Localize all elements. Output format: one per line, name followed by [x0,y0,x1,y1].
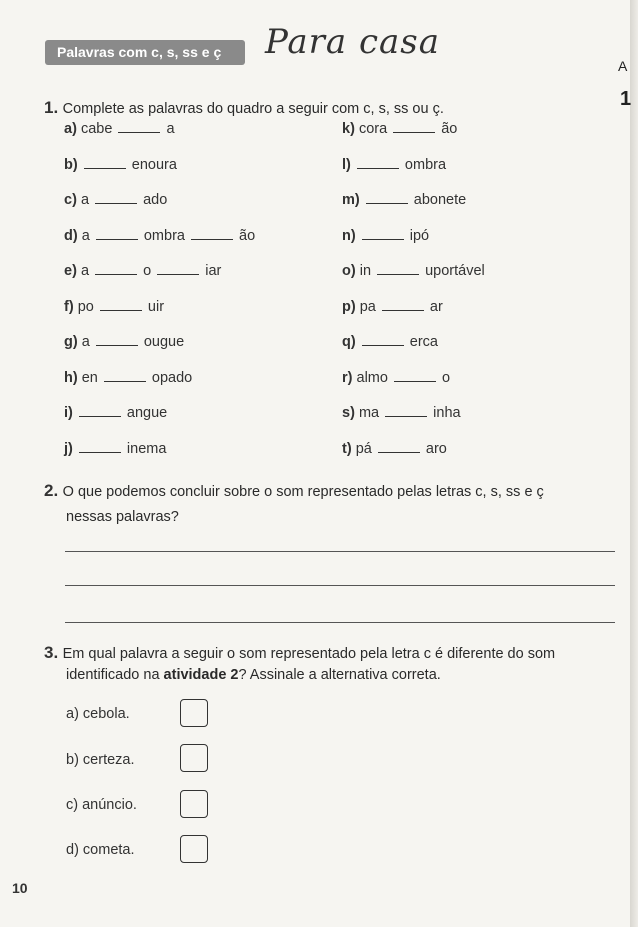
fill-in-item [64,262,221,279]
answer-line[interactable] [65,551,615,552]
word-fragment: pá [355,440,372,457]
word-fragment: ma [358,405,380,421]
blank-field[interactable] [84,156,126,169]
handwritten-note: Para casa [265,22,440,62]
word-fragment: o [143,263,152,279]
item-letter: f) [64,298,74,315]
fill-in-item [64,191,167,208]
blank-field[interactable] [366,191,408,204]
fill-in-item [342,191,466,208]
question-3-header [44,643,555,663]
word-fragment: a [166,121,175,137]
item-letter: s) [342,405,355,421]
fill-in-item [64,404,167,421]
question-instruction: Em qual palavra a seguir o som representado pela letra c é diferente do som [62,646,556,662]
fill-in-item [342,404,461,421]
fill-in-item [342,333,438,350]
option-label: c) anúncio. [66,797,137,813]
item-letter: m) [342,192,360,208]
item-letter: d) [64,227,78,244]
question-2-header [44,481,544,501]
item-letter: o) [342,263,356,279]
item-letter: h) [64,369,78,386]
fill-in-item [342,262,485,279]
word-fragment: ão [239,227,256,244]
fill-in-item [342,298,443,315]
blank-field[interactable] [377,262,419,275]
answer-line[interactable] [65,622,615,623]
fill-in-item [64,333,184,350]
word-fragment: iar [205,263,222,279]
word-fragment: a [80,263,90,279]
word-fragment: po [77,298,94,315]
word-fragment: opado [151,369,193,386]
word-fragment: almo [356,369,388,386]
item-letter: q) [342,334,356,350]
blank-field[interactable] [118,120,160,133]
fill-in-item [342,369,450,386]
question-number: 3. [44,643,59,662]
question-instruction: O que podemos concluir sobre o som representado pelas letras c, s, ss e ç [62,484,544,500]
question-instruction-cont: nessas palavras? [66,509,179,525]
corner-letter: A [618,58,628,74]
option-checkbox[interactable] [180,744,208,772]
blank-field[interactable] [96,227,138,240]
blank-field[interactable] [191,227,233,240]
instruction-text: identificado na [66,667,164,683]
word-fragment: enoura [131,156,177,173]
fill-in-item [342,440,447,457]
corner-number: 1 [620,88,632,110]
blank-field[interactable] [96,333,138,346]
blank-field[interactable] [362,227,404,240]
word-fragment: uportável [425,263,485,279]
fill-in-item [64,369,192,386]
fill-in-item [342,156,446,173]
blank-field[interactable] [394,369,436,382]
fill-in-item [64,227,255,244]
blank-field[interactable] [385,404,427,417]
word-fragment: angue [126,405,168,421]
word-fragment: ougue [143,334,185,350]
word-fragment: a [81,227,90,244]
fill-in-item [342,227,429,244]
word-fragment: ombra [404,156,447,173]
fill-in-item [64,156,177,173]
word-fragment: abonete [413,192,467,208]
word-fragment: erca [409,334,438,350]
item-letter: r) [342,369,353,386]
item-letter: k) [342,121,355,137]
word-fragment: o [442,369,451,386]
blank-field[interactable] [393,120,435,133]
blank-field[interactable] [357,156,399,169]
section-title: Palavras com c, s, ss e ç [45,40,245,65]
option-label: b) certeza. [66,752,135,768]
fill-in-item [64,120,175,137]
word-fragment: in [359,263,372,279]
item-letter: g) [64,334,78,350]
word-fragment: ombra [143,227,185,244]
item-letter: b) [64,156,78,173]
page-number: 10 [12,880,28,896]
word-fragment: aro [425,440,447,457]
blank-field[interactable] [79,440,121,453]
option-checkbox[interactable] [180,835,208,863]
question-number: 1. [44,98,59,117]
blank-field[interactable] [95,262,137,275]
word-fragment: pa [359,298,376,315]
word-fragment: inha [433,405,461,421]
word-fragment: a [81,334,90,350]
question-1-header [44,98,444,118]
question-instruction: Complete as palavras do quadro a seguir com c, s, ss ou ç. [62,101,444,117]
item-letter: j) [64,440,73,457]
item-letter: i) [64,405,73,421]
blank-field[interactable] [79,404,121,417]
word-fragment: ão [441,121,458,137]
word-fragment: cabe [80,121,113,137]
word-fragment: cora [358,121,388,137]
item-letter: e) [64,263,77,279]
question-instruction-cont [66,667,441,683]
question-number: 2. [44,481,59,500]
word-fragment: inema [126,440,167,457]
item-letter: l) [342,156,351,173]
word-fragment: uir [147,298,165,315]
word-fragment: ar [429,298,443,315]
blank-field[interactable] [378,440,420,453]
fill-in-item [64,298,164,315]
blank-field[interactable] [382,298,424,311]
word-fragment: ipó [409,227,430,244]
item-letter: a) [64,121,77,137]
item-letter: c) [64,192,77,208]
blank-field[interactable] [95,191,137,204]
option-label: a) cebola. [66,706,130,722]
option-label: d) cometa. [66,842,135,858]
blank-field[interactable] [100,298,142,311]
instruction-bold: atividade 2 [163,667,239,683]
blank-field[interactable] [104,369,146,382]
word-fragment: a [80,192,90,208]
option-checkbox[interactable] [180,790,208,818]
option-checkbox[interactable] [180,699,208,727]
word-fragment: ado [143,192,168,208]
word-fragment: en [81,369,98,386]
item-letter: t) [342,440,352,457]
page-edge [630,0,638,927]
fill-in-item [342,120,457,137]
answer-line[interactable] [65,585,615,586]
item-letter: p) [342,298,356,315]
instruction-text: ? Assinale a alternativa correta. [238,667,441,683]
item-letter: n) [342,227,356,244]
blank-field[interactable] [362,333,404,346]
blank-field[interactable] [157,262,199,275]
fill-in-item [64,440,166,457]
